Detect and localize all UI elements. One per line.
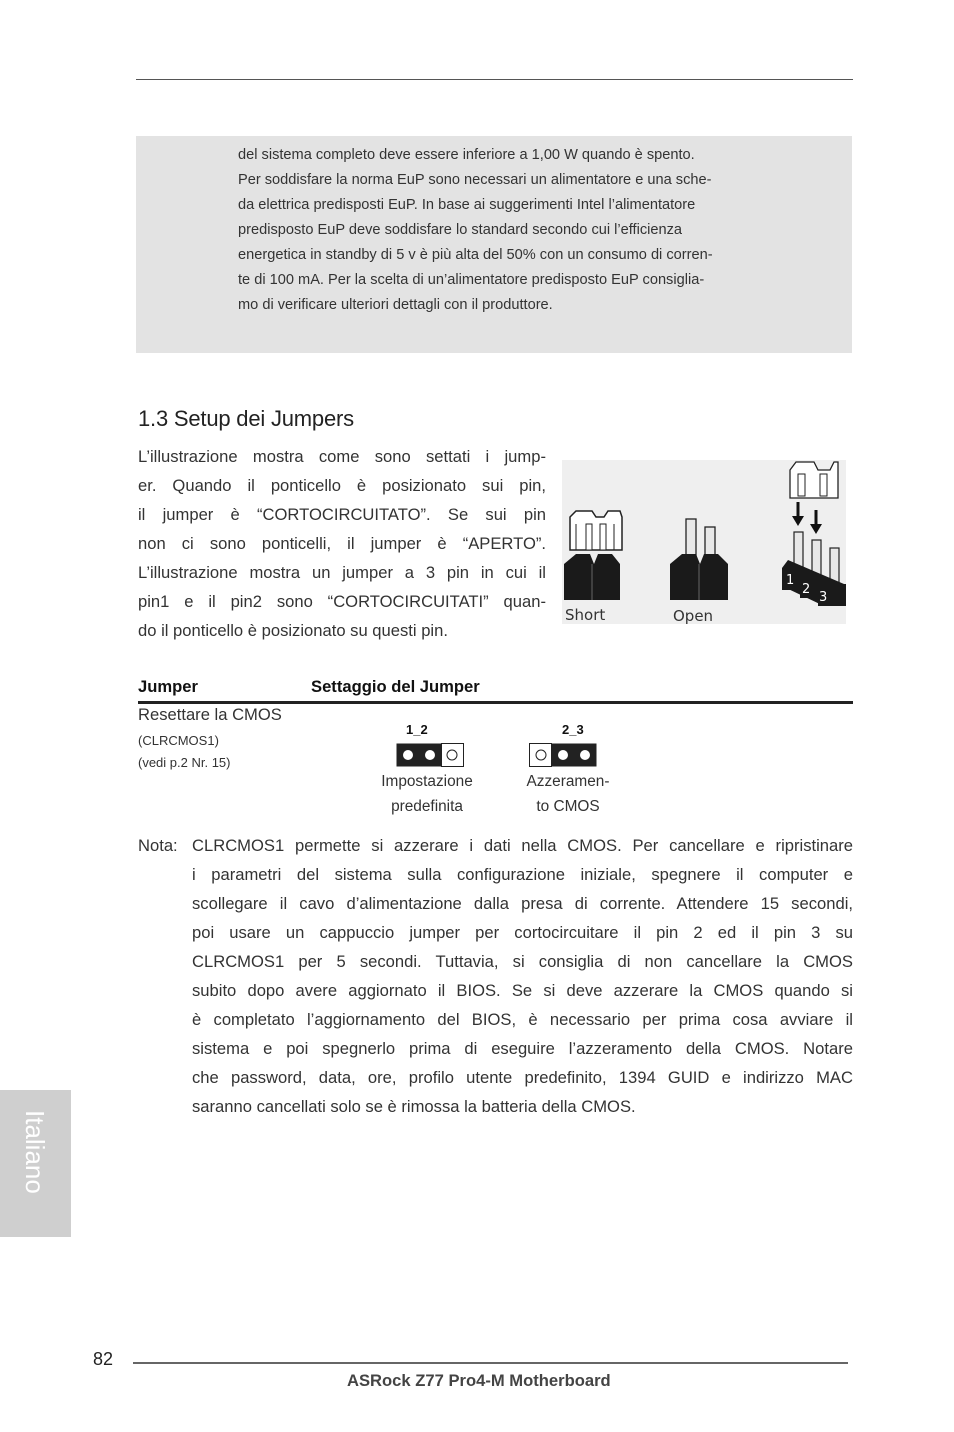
open-label: Open	[673, 607, 714, 624]
note-line: mo di verificare ulteriori dettagli con il produttore.	[238, 297, 553, 313]
three-pin-cap	[790, 462, 838, 498]
nota-line: i parametri del sistema sulla configurazione iniziale, spegnere il computer e	[192, 865, 853, 884]
nota-body	[192, 831, 853, 1121]
short-jumper-base	[564, 554, 620, 600]
nota-line: che password, data, ore, profilo utente predefinito, 1394 GUID e indirizzo MAC	[192, 1068, 853, 1087]
language-tab-label: Italiano	[20, 1110, 50, 1194]
nota-line: CLRCMOS1 per 5 secondi. Tuttavia, si consiglia di non cancellare la CMOS	[192, 952, 853, 971]
caption-line: Impostazione	[381, 773, 473, 790]
note-line: Per soddisfare la norma EuP sono necessari un alimentatore e una sche-	[238, 172, 712, 188]
row-jumper-name: Resettare la CMOS	[138, 705, 282, 724]
short-jumper-cap	[570, 511, 622, 550]
note-line: energetica in standby di 5 v è più alta del 50% con un consumo di corren-	[238, 247, 713, 263]
jumper-illustration	[562, 460, 846, 624]
nota-line: sistema e poi spegnerlo prima di eseguire l’azzeramento della CMOS. Notare	[192, 1039, 853, 1058]
option-b-label: 2_3	[562, 722, 584, 737]
body-line: L’illustrazione mostra come sono settati i jump-	[138, 447, 546, 466]
body-line: non ci sono ponticelli, il jumper è “APERTO”.	[138, 534, 546, 553]
option-b-caption	[508, 769, 628, 819]
nota-line: saranno cancellati solo se è rimossa la batteria della CMOS.	[192, 1097, 636, 1116]
section-body	[138, 442, 546, 645]
footer-rule	[133, 1362, 848, 1364]
section-title: 1.3 Setup dei Jumpers	[138, 406, 354, 431]
option-a-label: 1_2	[406, 722, 428, 737]
row-jumper-id: (CLRCMOS1)	[138, 733, 219, 748]
pins-2-3-diagram	[529, 743, 597, 767]
pin-number: 1	[786, 573, 795, 588]
row-jumper-ref: (vedi p.2 Nr. 15)	[138, 755, 231, 770]
caption-line: to CMOS	[536, 798, 600, 815]
body-line: pin1 e il pin2 sono “CORTOCIRCUITATI” quan-	[138, 592, 546, 611]
body-line: L’illustrazione mostra un jumper a 3 pin in cui il	[138, 563, 546, 582]
note-line: del sistema completo deve essere inferiore a 1,00 W quando è spento.	[238, 147, 695, 163]
short-label: Short	[565, 606, 606, 624]
table-header-jumper: Jumper	[138, 677, 198, 696]
note-box-text	[238, 143, 786, 318]
body-line: er. Quando il ponticello è posizionato sui pin,	[138, 476, 546, 495]
pins-1-2-diagram	[396, 743, 464, 767]
header-rule	[136, 79, 853, 80]
caption-line: predefinita	[391, 798, 463, 815]
footer-title: ASRock Z77 Pro4-M Motherboard	[347, 1371, 611, 1390]
table-header-rule	[138, 701, 853, 704]
nota-line: CLRCMOS1 permette si azzerare i dati nella CMOS. Per cancellare e ripristinare	[192, 836, 853, 855]
body-line: il jumper è “CORTOCIRCUITATO”. Se sui pin	[138, 505, 546, 524]
page-number: 82	[93, 1349, 114, 1369]
body-line: do il ponticello è posizionato su questi pin.	[138, 621, 448, 640]
note-line: te di 100 mA. Per la scelta di un’alimentatore predisposto EuP consiglia-	[238, 272, 705, 288]
pin-number: 3	[819, 590, 828, 605]
pin-number: 2	[802, 582, 811, 597]
nota-line: è completato l’aggiornamento del BIOS, è necessario per prima cosa avviare il	[192, 1010, 853, 1029]
option-a-caption	[367, 769, 487, 819]
nota-line: scollegare il cavo d’alimentazione dalla presa di corrente. Attendere 15 secondi,	[192, 894, 853, 913]
nota-label: Nota:	[138, 836, 178, 855]
note-line: predisposto EuP deve soddisfare lo standard secondo cui l’efficienza	[238, 222, 683, 238]
nota-line: subito dopo avere aggiornato il BIOS. Se si deve azzerare la CMOS quando si	[192, 981, 853, 1000]
note-line: da elettrica predisposti EuP. In base ai suggerimenti Intel l’alimentatore	[238, 197, 696, 213]
nota-line: poi usare un cappuccio jumper per cortocircuitare il pin 2 ed il pin 3 su	[192, 923, 853, 942]
caption-line: Azzeramen-	[526, 773, 610, 790]
table-header-setting: Settaggio del Jumper	[311, 677, 480, 696]
